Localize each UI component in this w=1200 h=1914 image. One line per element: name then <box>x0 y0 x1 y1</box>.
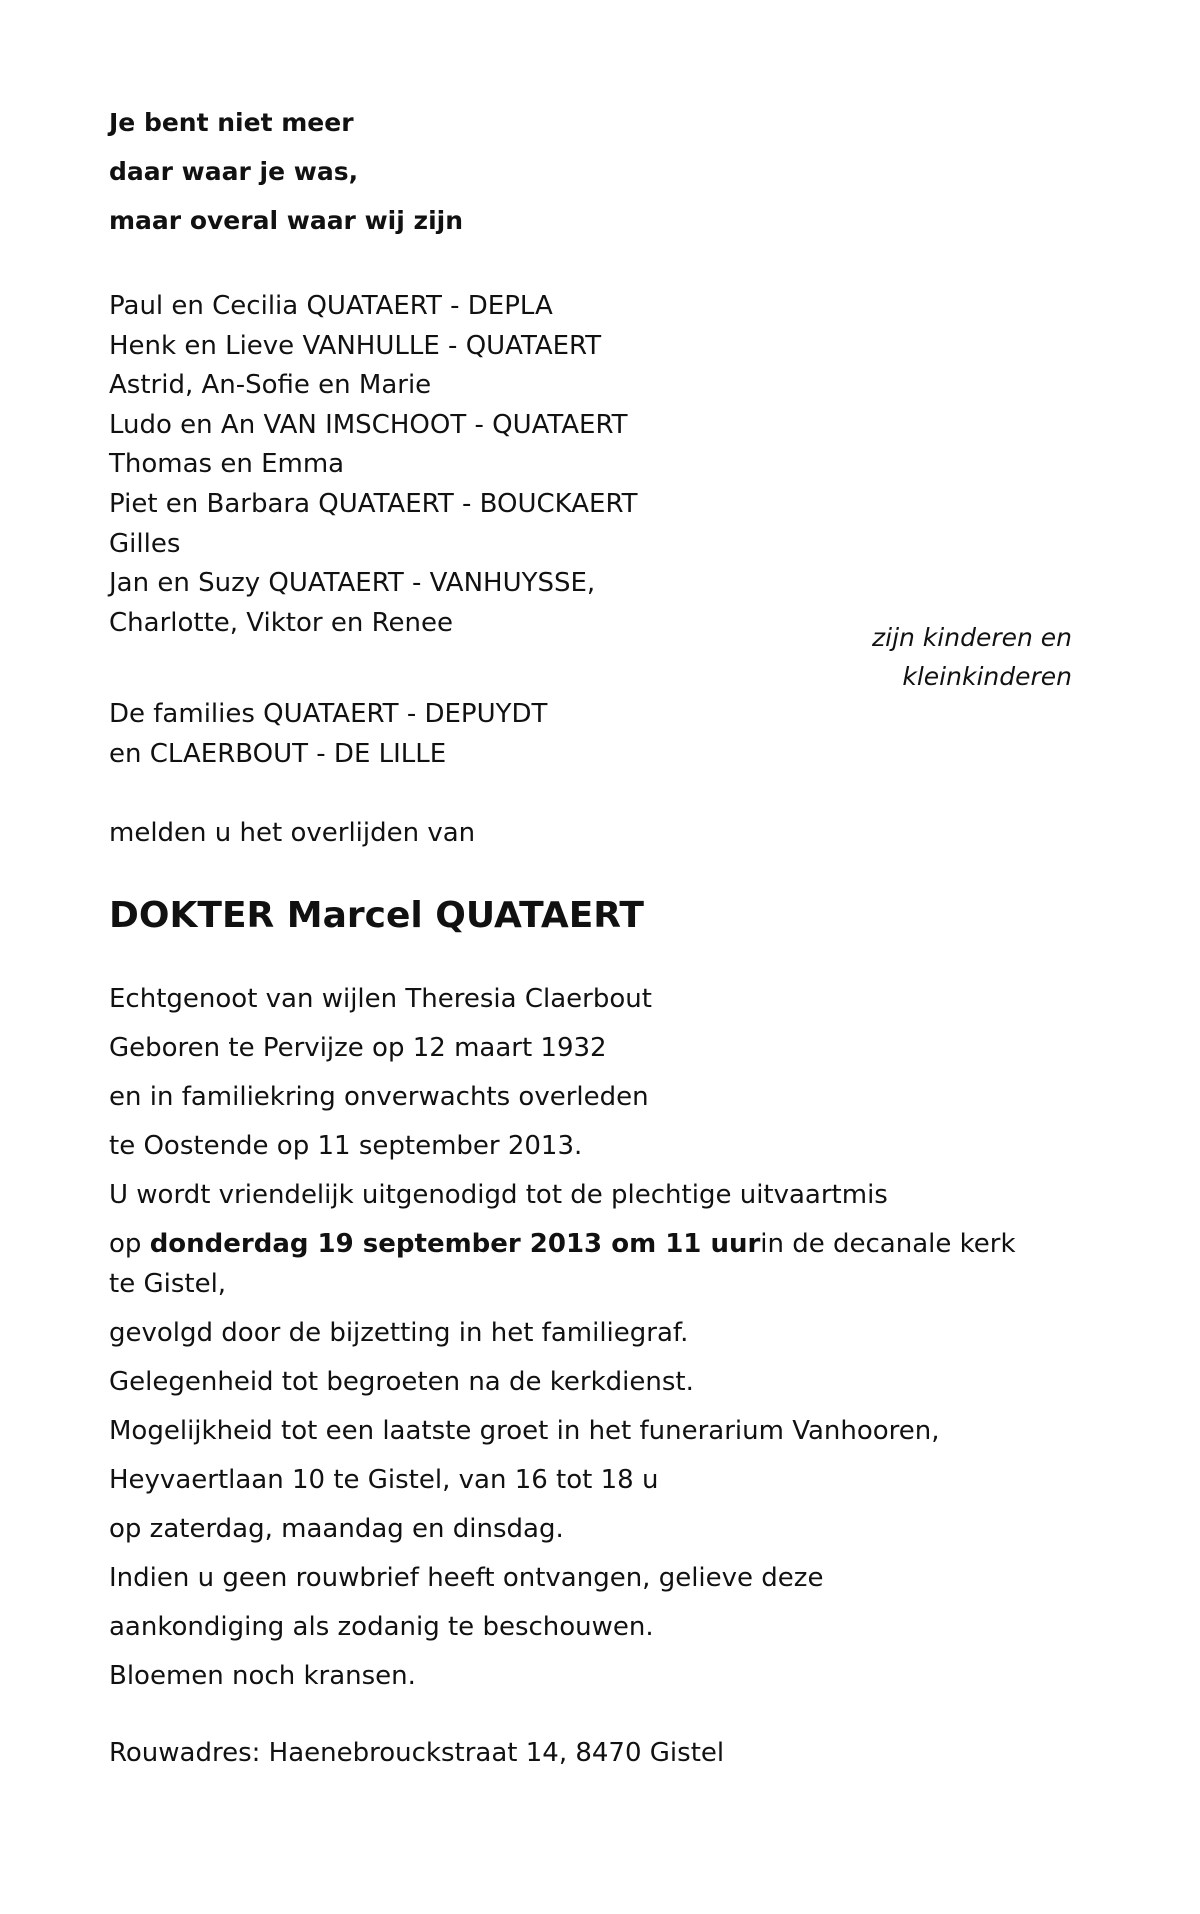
detail-line: Mogelijkheid tot een laatste groet in het funerarium Vanhooren, <box>109 1416 940 1446</box>
detail-line: Bloemen noch kransen. <box>109 1661 416 1691</box>
family-line: Gilles <box>109 528 181 559</box>
obituary-details <box>109 979 1029 1705</box>
funeral-date-prefix: op <box>109 1229 150 1259</box>
detail-line: Geboren te Pervijze op 12 maart 1932 <box>109 1033 607 1063</box>
family-line: Astrid, An-Sofie en Marie <box>109 370 432 401</box>
families-line: en CLAERBOUT - DE LILLE <box>109 738 447 769</box>
children-note-line: zijn kinderen en <box>872 623 1072 652</box>
detail-line: Heyvaertlaan 10 te Gistel, van 16 tot 18 u <box>109 1465 659 1495</box>
detail-line: en in familiekring onverwachts overleden <box>109 1082 649 1112</box>
family-line: Piet en Barbara QUATAERT - BOUCKAERT <box>109 488 638 519</box>
children-note <box>872 618 1072 696</box>
family-line: Paul en Cecilia QUATAERT - DEPLA <box>109 291 553 321</box>
family-line: Jan en Suzy QUATAERT - VANHUYSSE, <box>109 568 596 599</box>
detail-line: Indien u geen rouwbrief heeft ontvangen, gelieve deze <box>109 1563 824 1593</box>
poem <box>109 103 1089 250</box>
poem-line: maar overal waar wij zijn <box>109 206 464 235</box>
detail-line: aankondiging als zodanig te beschouwen. <box>109 1612 654 1642</box>
detail-line: Gelegenheid tot begroeten na de kerkdienst. <box>109 1367 694 1397</box>
detail-line: te Oostende op 11 september 2013. <box>109 1131 583 1161</box>
detail-line: gevolgd door de bijzetting in het familiegraf. <box>109 1318 689 1348</box>
announcement-intro: melden u het overlijden van <box>109 818 476 848</box>
detail-line: U wordt vriendelijk uitgenodigd tot de plechtige uitvaartmis <box>109 1180 888 1210</box>
funeral-location: in de decanale kerk te Gistel, <box>109 1229 1016 1299</box>
funeral-date-line <box>109 1224 1029 1313</box>
poem-line: Je bent niet meer <box>109 108 354 137</box>
family-line: Thomas en Emma <box>109 449 345 480</box>
extended-families <box>109 695 547 774</box>
funeral-date: donderdag 19 september 2013 om 11 uur <box>149 1229 761 1259</box>
mourning-address: Rouwadres: Haenebrouckstraat 14, 8470 Gistel <box>109 1738 725 1768</box>
detail-line: Echtgenoot van wijlen Theresia Claerbout <box>109 984 652 1014</box>
family-line: Ludo en An VAN IMSCHOOT - QUATAERT <box>109 409 628 440</box>
families-line: De families QUATAERT - DEPUYDT <box>109 699 548 729</box>
deceased-name: DOKTER Marcel QUATAERT <box>109 895 644 936</box>
family-list <box>109 287 1089 643</box>
detail-line: op zaterdag, maandag en dinsdag. <box>109 1514 564 1544</box>
family-line: Henk en Lieve VANHULLE - QUATAERT <box>109 330 602 361</box>
children-note-line: kleinkinderen <box>902 662 1072 691</box>
family-line: Charlotte, Viktor en Renee <box>109 607 453 638</box>
poem-line: daar waar je was, <box>109 157 359 186</box>
